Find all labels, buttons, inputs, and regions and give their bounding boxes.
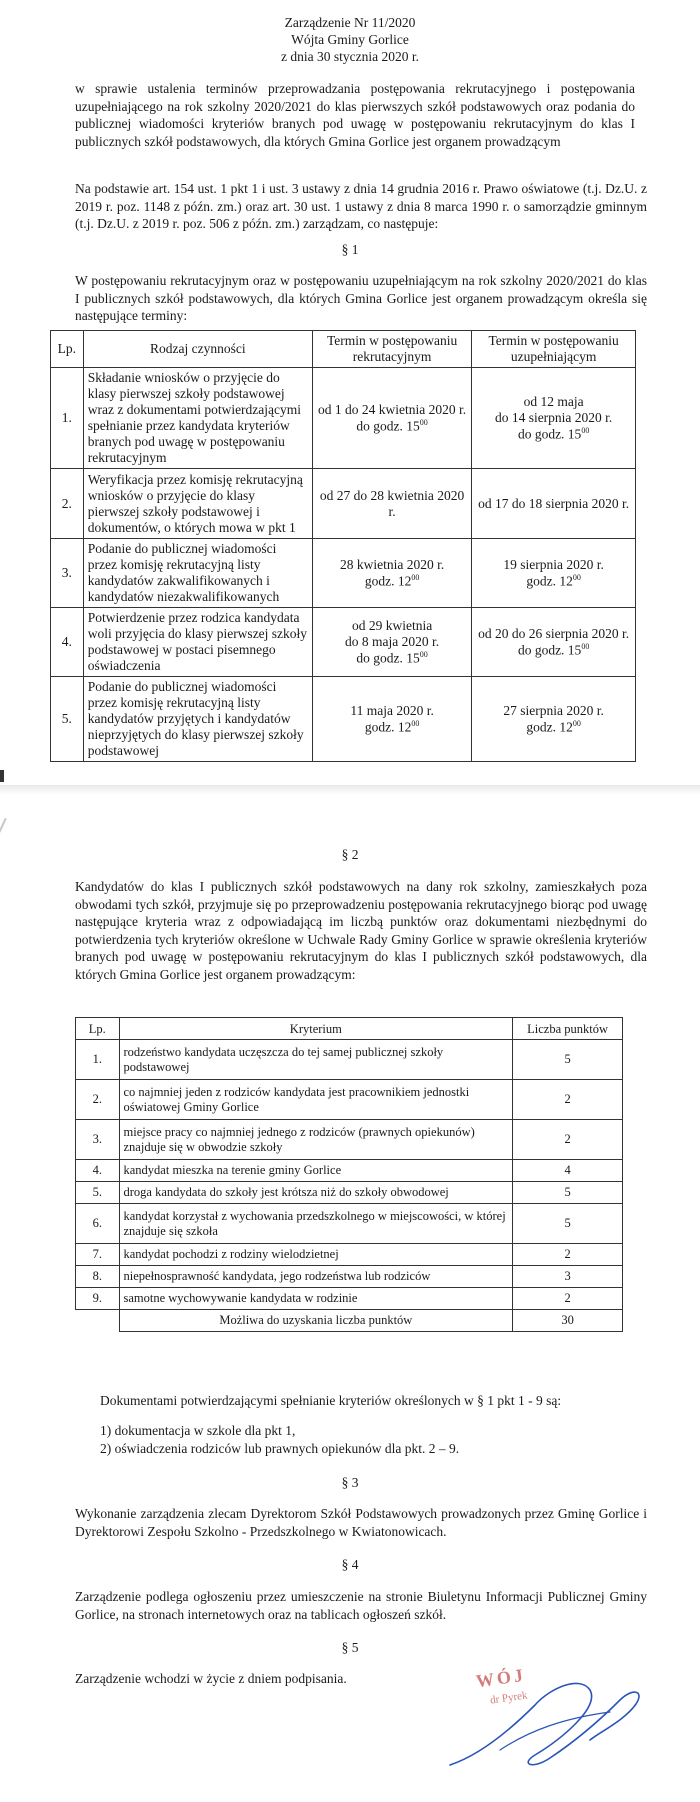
col-header-lp: Lp.: [76, 1018, 120, 1040]
row-criterion: droga kandydata do szkoły jest krótsza niż do szkoły obwodowej: [119, 1182, 513, 1204]
scan-mark: [0, 770, 4, 782]
total-value: 30: [513, 1310, 623, 1332]
legal-basis-paragraph: Na podstawie art. 154 ust. 1 pkt 1 i ust. 3 ustawy z dnia 14 grudnia 2016 r. Prawo oświatowe (t.j. Dz.U. z 2019 r. poz. 1148 z późn. zm.) oraz art. 30 ust. 1 ustawy z dnia 8 marca 1990 r. o samorządzie gminnym (t.j. Dz.U. z 2019 r. poz. 506 z późn. zm.) zarządzam, co następuje:: [75, 181, 647, 231]
table-row: [51, 469, 636, 539]
document-header: [0, 14, 700, 65]
total-empty-cell: [76, 1310, 120, 1332]
documents-item-1: 1) dokumentacja w szkole dla pkt 1,: [100, 1423, 296, 1438]
row-points: 2: [513, 1120, 623, 1160]
term-line: 11 maja 2020 r.: [350, 702, 434, 718]
row-points: 5: [513, 1040, 623, 1080]
row-activity: Weryfikacja przez komisję rekrutacyjną wniosków o przyjęcie do klasy pierwszej szkoły podstawowej i dokumentów, o których mowa w pkt 1: [83, 469, 312, 539]
col-header-criterion: Kryterium: [119, 1018, 513, 1040]
header-date: z dnia 30 stycznia 2020 r.: [281, 49, 419, 64]
row-recruitment-term: [312, 608, 471, 677]
document-page-1: [0, 0, 700, 785]
term-line: godz. $12^{00}$: [364, 718, 420, 735]
criteria-table: [75, 1017, 623, 1332]
col-header-recruitment-term: Termin w postępowaniu rekrutacyjnym: [312, 331, 471, 368]
table-row: [76, 1204, 623, 1244]
row-lp: 6.: [76, 1204, 120, 1244]
handwritten-signature: [440, 1660, 660, 1780]
stamp-mark: WÓJ: [474, 1664, 528, 1692]
section-2-text: Kandydatów do klas I publicznych szkół podstawowych na dany rok szkolny, zamieszkałych poza obwodami tych szkół, przyjmuje się po przeprowadzeniu postępowania rekrutacyjnego biorąc pod uwagę następujące kryteria wraz z odpowiadającą im liczbą punktów oraz dokumentami niezbędnymi do potwierdzenia tych kryteriów określone w Uchwale Rady Gminy Gorlice w sprawie określenia kryteriów branych pod uwagę w postępowaniu rekrutacyjnym do klas I publicznych szkół podstawowych, dla których Gmina Gorlice jest organem prowadzącym:: [75, 879, 647, 982]
row-points: 4: [513, 1160, 623, 1182]
term-line: 27 sierpnia 2020 r.: [503, 702, 604, 718]
row-lp: 4.: [76, 1160, 120, 1182]
term-line: do godz. $15^{00}$: [356, 649, 428, 666]
row-criterion: niepełnosprawność kandydata, jego rodzeństwa lub rodziców: [119, 1266, 513, 1288]
table-row: [76, 1288, 623, 1310]
row-points: 2: [513, 1080, 623, 1120]
table-row: [76, 1160, 623, 1182]
col-header-lp: Lp.: [51, 331, 84, 368]
section-5-heading: § 5: [341, 1640, 359, 1655]
documents-intro: Dokumentami potwierdzającymi spełnianie kryteriów określonych w § 1 pkt 1 - 9 są:: [100, 1393, 562, 1408]
term-line: od 12 maja: [523, 393, 584, 409]
row-supplementary-term: [472, 539, 636, 608]
deadlines-table: [50, 330, 636, 762]
table-row: [76, 1182, 623, 1204]
row-lp: 4.: [51, 608, 84, 677]
row-criterion: kandydat mieszka na terenie gminy Gorlice: [119, 1160, 513, 1182]
section-2-heading: § 2: [341, 847, 359, 862]
row-activity: Podanie do publicznej wiadomości przez komisję rekrutacyjną listy kandydatów przyjętych i kandydatów nieprzyjętych do klasy pierwszej szkoły podstawowej: [83, 677, 312, 762]
col-header-points: Liczba punktów: [513, 1018, 623, 1040]
table-row: [51, 368, 636, 469]
term-line: godz. $12^{00}$: [526, 572, 581, 589]
row-lp: 5.: [76, 1182, 120, 1204]
table-row: [51, 608, 636, 677]
term-line: od 1 do 24 kwietnia 2020 r.: [318, 401, 467, 417]
section-4-text: Zarządzenie podlega ogłoszeniu przez umieszczenie na stronie Biuletynu Informacji Publicznej Gminy Gorlice, na stronach internetowych oraz na tablicach ogłoszeń szkół.: [75, 1589, 647, 1622]
stamp-name: dr Pyrek: [489, 1689, 529, 1707]
page-separator: [0, 785, 700, 795]
table-row: [76, 1244, 623, 1266]
table-row: [76, 1266, 623, 1288]
row-lp: 5.: [51, 677, 84, 762]
table-row: [51, 677, 636, 762]
row-lp: 2.: [76, 1080, 120, 1120]
row-lp: 3.: [76, 1120, 120, 1160]
row-lp: 7.: [76, 1244, 120, 1266]
row-criterion: samotne wychowywanie kandydata w rodzinie: [119, 1288, 513, 1310]
row-lp: 2.: [51, 469, 84, 539]
section-3-text: Wykonanie zarządzenia zlecam Dyrektorom Szkół Podstawowych prowadzonych przez Gminę Gorlice i Dyrektorowi Zespołu Szkolno - Przedszkolnego w Kwiatonowicach.: [75, 1506, 647, 1539]
header-issuer: Wójta Gminy Gorlice: [291, 32, 409, 47]
row-recruitment-term: [312, 368, 471, 469]
col-header-supplementary-term: Termin w postępowaniu uzupełniającym: [472, 331, 636, 368]
row-lp: 3.: [51, 539, 84, 608]
row-activity: Podanie do publicznej wiadomości przez komisję rekrutacyjną listy kandydatów zakwalifikowanych i kandydatów niezakwalifikowanych: [83, 539, 312, 608]
section-1-heading: § 1: [341, 242, 359, 257]
row-points: 2: [513, 1244, 623, 1266]
header-title: Zarządzenie Nr 11/2020: [284, 15, 416, 30]
row-supplementary-term: od 17 do 18 sierpnia 2020 r.: [472, 469, 636, 539]
section-1-text: W postępowaniu rekrutacyjnym oraz w postępowaniu uzupełniającym na rok szkolny 2020/2021 do klas I publicznych szkół podstawowych, dla których Gmina Gorlice jest organem prowadzącym określa się następujące terminy:: [75, 273, 647, 323]
subject-paragraph: w sprawie ustalenia terminów przeprowadzania postępowania rekrutacyjnego i postępowania uzupełniającego na rok szkolny 2020/2021 do klas pierwszych szkół podstawowych oraz podania do publicznej wiadomości kryteriów branych pod uwagę w postępowaniu rekrutacyjnym do klas I publicznych szkół podstawowych, dla których Gmina Gorlice jest organem prowadzącym: [75, 81, 635, 149]
row-criterion: co najmniej jeden z rodziców kandydata jest pracownikiem jednostki oświatowej Gminy Gorlice: [119, 1080, 513, 1120]
row-lp: 8.: [76, 1266, 120, 1288]
row-points: 5: [513, 1182, 623, 1204]
table-row: [51, 539, 636, 608]
col-header-activity: Rodzaj czynności: [83, 331, 312, 368]
row-activity: Składanie wniosków o przyjęcie do klasy pierwszej szkoły podstawowej wraz z dokumentami potwierdzającymi spełnianie przez kandydata kryteriów branych pod uwagę w postępowaniu rekrutacyjnym: [83, 368, 312, 469]
total-row: [76, 1310, 623, 1332]
row-recruitment-term: [312, 677, 471, 762]
row-criterion: kandydat pochodzi z rodziny wielodzietnej: [119, 1244, 513, 1266]
row-lp: 1.: [76, 1040, 120, 1080]
row-criterion: rodzeństwo kandydata uczęszcza do tej samej publicznej szkoły podstawowej: [119, 1040, 513, 1080]
row-points: 5: [513, 1204, 623, 1244]
term-line: 19 sierpnia 2020 r.: [503, 556, 604, 572]
criteria-table-header: [76, 1018, 623, 1040]
term-line: godz. $12^{00}$: [364, 572, 420, 589]
term-line: 28 kwietnia 2020 r.: [339, 556, 445, 572]
row-supplementary-term: [472, 677, 636, 762]
term-line: do godz. $15^{00}$: [356, 417, 428, 434]
term-line: do godz. $15^{00}$: [517, 641, 590, 658]
section-5-text: Zarządzenie wchodzi w życie z dniem podpisania.: [75, 1671, 347, 1686]
table-row: [76, 1120, 623, 1160]
row-supplementary-term: [472, 368, 636, 469]
row-lp: 9.: [76, 1288, 120, 1310]
deadlines-table-header: [51, 331, 636, 368]
total-label: Możliwa do uzyskania liczba punktów: [119, 1310, 513, 1332]
row-points: 3: [513, 1266, 623, 1288]
documents-item-2: 2) oświadczenia rodziców lub prawnych opiekunów dla pkt. 2 – 9.: [100, 1441, 460, 1456]
table-row: [76, 1040, 623, 1080]
section-4-heading: § 4: [341, 1557, 359, 1572]
term-line: od 20 do 26 sierpnia 2020 r.: [478, 625, 630, 641]
row-criterion: miejsce pracy co najmniej jednego z rodziców (prawnych opiekunów) znajduje się w obwodzie szkoły: [119, 1120, 513, 1160]
row-supplementary-term: [472, 608, 636, 677]
row-points: 2: [513, 1288, 623, 1310]
term-line: godz. $12^{00}$: [526, 718, 581, 735]
row-activity: Potwierdzenie przez rodzica kandydata woli przyjęcia do klasy pierwszej szkoły podstawowej w postaci pisemnego oświadczenia: [83, 608, 312, 677]
row-criterion: kandydat korzystał z wychowania przedszkolnego w miejscowości, w której znajduje się szkoła: [119, 1204, 513, 1244]
term-line: do godz. $15^{00}$: [517, 425, 590, 442]
row-recruitment-term: od 27 do 28 kwietnia 2020 r.: [312, 469, 471, 539]
row-recruitment-term: [312, 539, 471, 608]
term-line: do 8 maja 2020 r.: [345, 633, 440, 649]
table-row: [76, 1080, 623, 1120]
row-lp: 1.: [51, 368, 84, 469]
term-line: od 29 kwietnia: [351, 617, 433, 633]
term-line: do 14 sierpnia 2020 r.: [494, 409, 613, 425]
section-3-heading: § 3: [341, 1475, 359, 1490]
